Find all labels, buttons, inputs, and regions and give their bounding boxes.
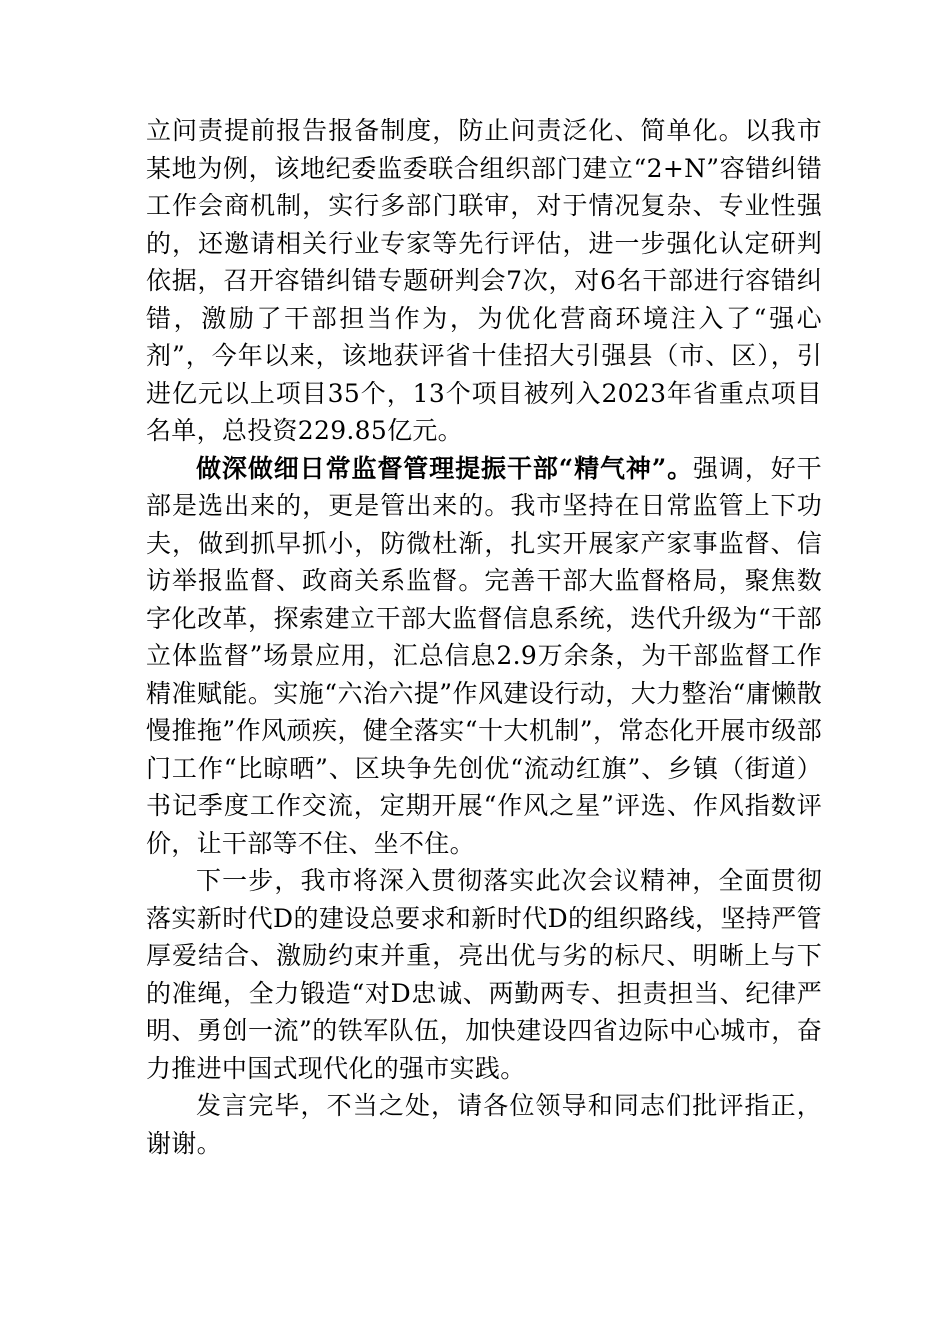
document-body	[146, 112, 822, 1162]
paragraph-text: 强调，好干部是选出来的，更是管出来的。我市坚持在日常监管上下功夫，做到抓早抓小，防微杜渐，扎实开展家产家事监督、信访举报监督、政商关系监督。完善干部大监督格局，聚焦数字化改革，探索建立干部大监督信息系统，迭代升级为“干部立体监督”场景应用，汇总信息2.9万余条，为干部监督工作精准赋能。实施“六治六提”作风建设行动，大力整治“庸懒散慢推拖”作风顽疾，健全落实“十大机制”，常态化开展市级部门工作“比晾晒”、区块争先创优“流动红旗”、乡镇（街道）书记季度工作交流，定期开展“作风之星”评选、作风指数评价，让干部等不住、坐不住。	[146, 453, 822, 858]
paragraph-text: 发言完毕，不当之处，请各位领导和同志们批评指正，谢谢。	[146, 1091, 822, 1158]
paragraph-daily-supervision	[146, 450, 822, 863]
paragraph-next-step	[146, 862, 822, 1087]
paragraph-text: 立问责提前报告报备制度，防止问责泛化、简单化。以我市某地为例，该地纪委监委联合组织部门建立“2+N”容错纠错工作会商机制，实行多部门联审，对于情况复杂、专业性强的，还邀请相关行业专家等先行评估，进一步强化认定研判依据，召开容错纠错专题研判会7次，对6名干部进行容错纠错，激励了干部担当作为，为优化营商环境注入了“强心剂”，今年以来，该地获评省十佳招大引强县（市、区），引进亿元以上项目35个，13个项目被列入2023年省重点项目名单，总投资229.85亿元。	[146, 116, 822, 445]
paragraph-continuation	[146, 112, 822, 450]
paragraph-closing	[146, 1087, 822, 1162]
paragraph-heading: 做深做细日常监督管理提振干部“精气神”。	[196, 453, 694, 483]
paragraph-text: 下一步，我市将深入贯彻落实此次会议精神，全面贯彻落实新时代D的建设总要求和新时代D的组织路线，坚持严管厚爱结合、激励约束并重，亮出优与劣的标尺、明晰上与下的准绳，全力锻造“对D忠诚、两勤两专、担责担当、纪律严明、勇创一流”的铁军队伍，加快建设四省边际中心城市，奋力推进中国式现代化的强市实践。	[146, 866, 822, 1083]
